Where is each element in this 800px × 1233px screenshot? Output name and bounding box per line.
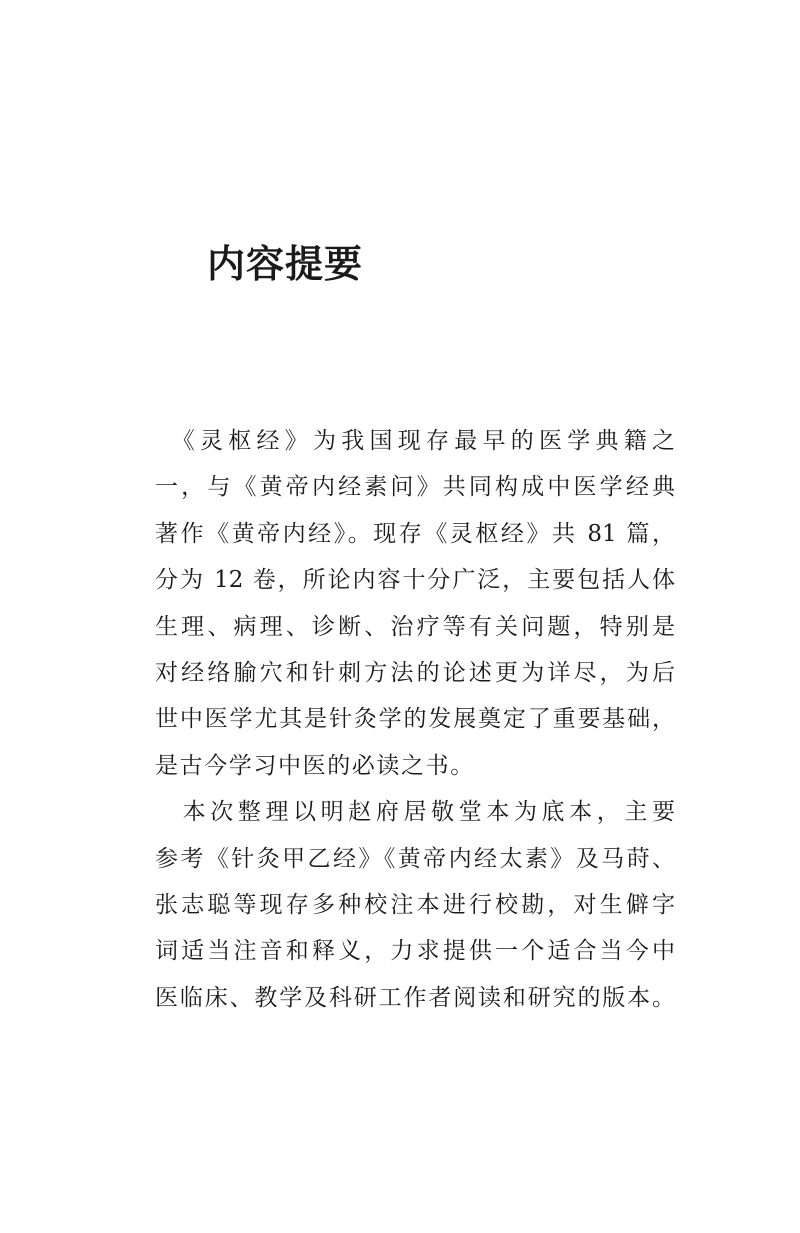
paragraph-2 [155,789,675,1021]
text-line: 世中医学尤其是针灸学的发展奠定了重要基础， [155,706,675,733]
text-line: 是古今学习中医的必读之书。 [155,752,475,779]
text-line: 生理、病理、诊断、治疗等有关问题，特别是 [155,613,675,640]
text-line: 本次整理以明赵府居敬堂本为底本，主要 [155,799,675,826]
text-line: 《灵枢经》为我国现存最早的医学典籍之 [155,428,675,454]
text-line: 词适当注音和释义，力求提供一个适合当今中 [155,938,675,965]
paragraph-1 [155,418,675,789]
text-line: 一，与《黄帝内经素问》共同构成中医学经典 [155,474,675,501]
summary-body [155,418,675,1021]
text-line: 医临床、教学及科研工作者阅读和研究的版本。 [155,984,675,1011]
text-line: 参考《针灸甲乙经》《黄帝内经太素》及马莳、 [155,845,675,872]
page-title: 内容提要 [207,242,364,286]
text-line: 著作《黄帝内经》。现存《灵枢经》共 81 篇， [155,520,675,547]
text-line: 分为 12 卷，所论内容十分广泛，主要包括人体 [155,567,675,594]
text-line: 对经络腧穴和针刺方法的论述更为详尽，为后 [155,659,675,686]
text-line: 张志聪等现存多种校注本进行校勘，对生僻字 [155,891,675,918]
